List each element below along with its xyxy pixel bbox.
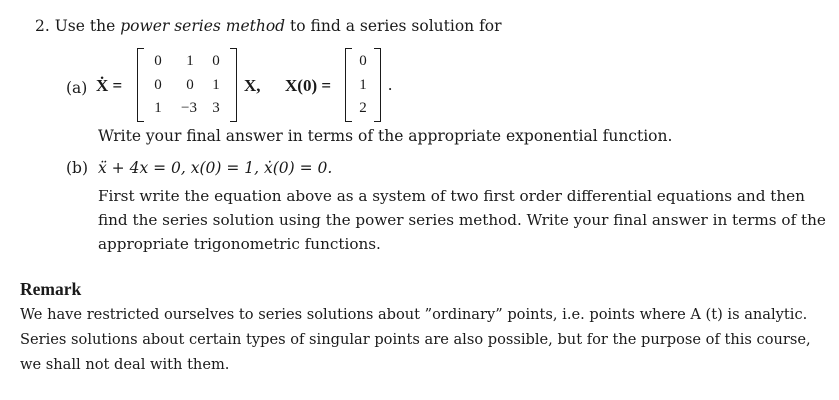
part-b-instruction-line-1: First write the equation above as a system of two first order differential equations and then bbox=[98, 187, 805, 205]
remark-line-3: we shall not deal with them. bbox=[20, 356, 230, 373]
problem-intro-post: to find a series solution for bbox=[290, 17, 502, 35]
part-b-equation: ẍ + 4x = 0, x(0) = 1, ẋ(0) = 0. bbox=[98, 159, 333, 177]
vector-cell: 1 bbox=[359, 77, 367, 93]
matrix-cell: 1 bbox=[212, 77, 220, 93]
remark-line-2: Series solutions about certain types of singular points are also possible, but for the purpose of this course, bbox=[20, 331, 811, 348]
part-a-label: (a) bbox=[66, 79, 88, 97]
part-a-period: . bbox=[388, 75, 393, 94]
part-a-instruction: Write your final answer in terms of the appropriate exponential function. bbox=[98, 127, 673, 145]
vector-cell: 2 bbox=[359, 100, 367, 116]
part-a-mult: X, bbox=[244, 76, 261, 95]
vector-cell: 0 bbox=[359, 53, 367, 69]
part-b-label: (b) bbox=[66, 159, 89, 177]
matrix-right-bracket bbox=[230, 48, 237, 122]
matrix-left-bracket bbox=[137, 48, 144, 122]
initial-vector bbox=[345, 48, 381, 122]
part-a-ic-lhs bbox=[285, 76, 331, 96]
part-a-lhs: Ẋ = bbox=[96, 76, 123, 95]
matrix-cell: 0 bbox=[212, 53, 220, 69]
remark-title: Remark bbox=[20, 279, 82, 299]
matrix-cell: 0 bbox=[186, 77, 194, 93]
matrix-cell: 3 bbox=[212, 100, 220, 116]
part-a-ic-text: X(0) = bbox=[285, 76, 332, 95]
matrix-cell: 0 bbox=[154, 53, 162, 69]
problem-number: 2. bbox=[35, 17, 50, 35]
part-b-instruction-line-2: find the series solution using the power series method. Write your final answer in terms of the bbox=[98, 211, 826, 229]
problem-intro-emphasis: power series method bbox=[120, 17, 286, 35]
vector-right-bracket bbox=[374, 48, 381, 122]
matrix-cell: 1 bbox=[154, 100, 162, 116]
remark-line-1: We have restricted ourselves to series solutions about ”ordinary” points, i.e. points where A (t) is analytic. bbox=[20, 306, 808, 323]
problem-heading bbox=[35, 16, 502, 36]
problem-intro-pre: Use the bbox=[54, 17, 116, 35]
part-b-instruction-line-3: appropriate trigonometric functions. bbox=[98, 235, 381, 253]
coefficient-matrix bbox=[137, 48, 237, 122]
matrix-cell: 1 bbox=[186, 53, 194, 69]
matrix-cell: 0 bbox=[154, 77, 162, 93]
vector-left-bracket bbox=[345, 48, 352, 122]
matrix-cell: −3 bbox=[181, 100, 197, 116]
